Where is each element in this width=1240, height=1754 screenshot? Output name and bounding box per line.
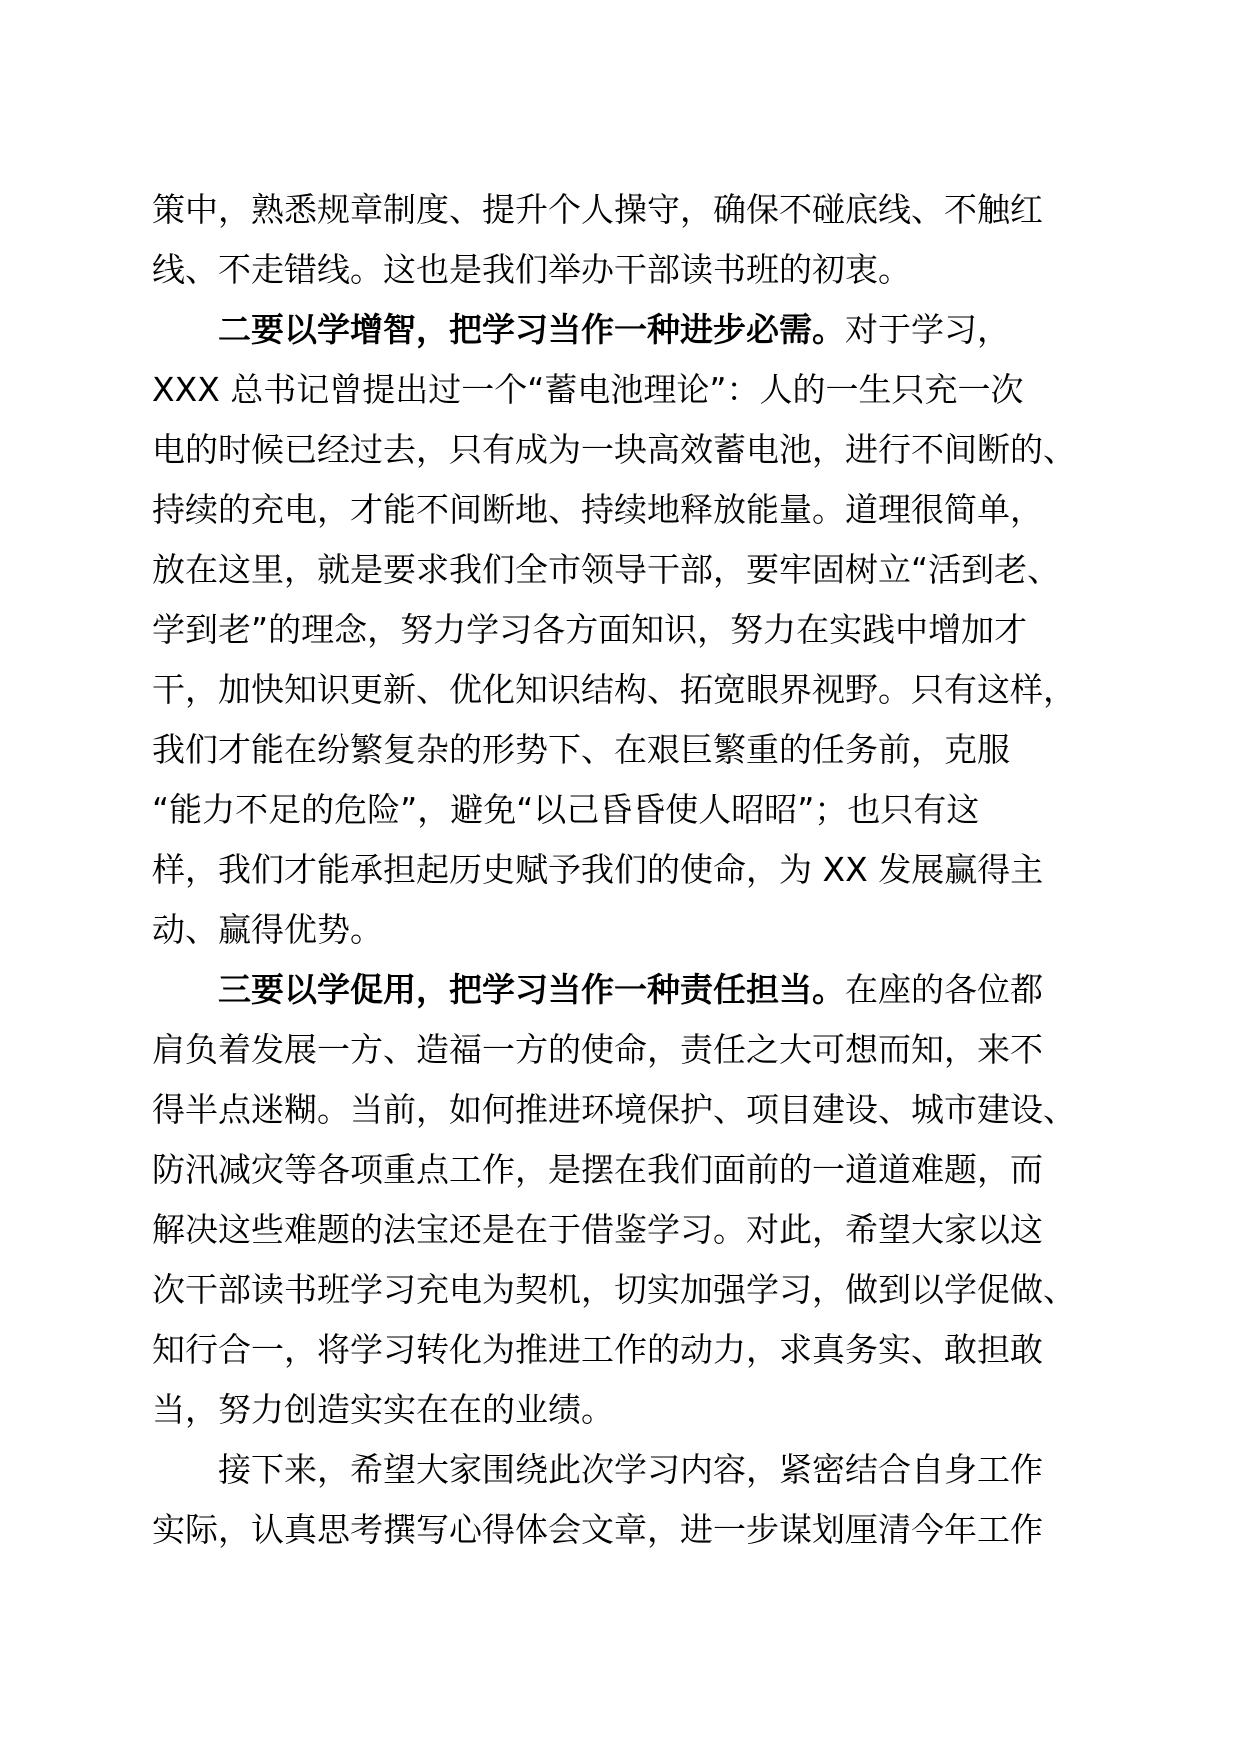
text-line: 电的时候已经过去，只有成为一块高效蓄电池，进行不间断的、 [152, 430, 1076, 469]
text-line: 当，努力创造实实在在的业绩。 [152, 1390, 614, 1429]
paragraph-heading-line: 二要以学增智，把学习当作一种进步必需。对于学习， [218, 310, 1010, 349]
text-line: XXX 总书记曾提出过一个“蓄电池理论”：人的一生只充一次 [152, 370, 1024, 409]
text-line: 干，加快知识更新、优化知识结构、拓宽眼界视野。只有这样， [152, 670, 1076, 709]
text-line: 我们才能在纷繁复杂的形势下、在艰巨繁重的任务前，克服 [152, 730, 1010, 769]
text-line: 线、不走错线。这也是我们举办干部读书班的初衷。 [152, 250, 911, 289]
text-line: 持续的充电，才能不间断地、持续地释放能量。道理很简单， [152, 490, 1043, 529]
text-line: 学到老”的理念，努力学习各方面知识，努力在实践中增加才 [152, 610, 1028, 649]
text-line: 动、赢得优势。 [152, 910, 383, 949]
paragraph-heading-line: 三要以学促用，把学习当作一种责任担当。在座的各位都 [218, 970, 1043, 1009]
text-line: 肩负着发展一方、造福一方的使命，责任之大可想而知，来不 [152, 1030, 1043, 1069]
text-line: 策中，熟悉规章制度、提升个人操守，确保不碰底线、不触红 [152, 190, 1043, 229]
text-line: 接下来，希望大家围绕此次学习内容，紧密结合自身工作 [218, 1450, 1043, 1489]
text-line: 实际，认真思考撰写心得体会文章，进一步谋划厘清今年工作 [152, 1510, 1043, 1549]
text-line: 次干部读书班学习充电为契机，切实加强学习，做到以学促做、 [152, 1270, 1076, 1309]
text-line: 防汛减灾等各项重点工作，是摆在我们面前的一道道难题，而 [152, 1150, 1043, 1189]
text-line: 放在这里，就是要求我们全市领导干部，要牢固树立“活到老、 [152, 550, 1061, 589]
text-line: “能力不足的危险”，避免“以己昏昏使人昭昭”；也只有这 [152, 790, 980, 829]
text-line: 样，我们才能承担起历史赋予我们的使命，为 XX 发展赢得主 [152, 850, 1044, 889]
bold-lead: 三要以学促用，把学习当作一种责任担当。 [218, 970, 845, 1009]
text-line: 得半点迷糊。当前，如何推进环境保护、项目建设、城市建设、 [152, 1090, 1076, 1129]
body-text [152, 180, 1092, 1560]
text-line: 知行合一，将学习转化为推进工作的动力，求真务实、敢担敢 [152, 1330, 1043, 1369]
text-line: 解决这些难题的法宝还是在于借鉴学习。对此，希望大家以这 [152, 1210, 1043, 1249]
bold-lead: 二要以学增智，把学习当作一种进步必需。 [218, 310, 845, 349]
